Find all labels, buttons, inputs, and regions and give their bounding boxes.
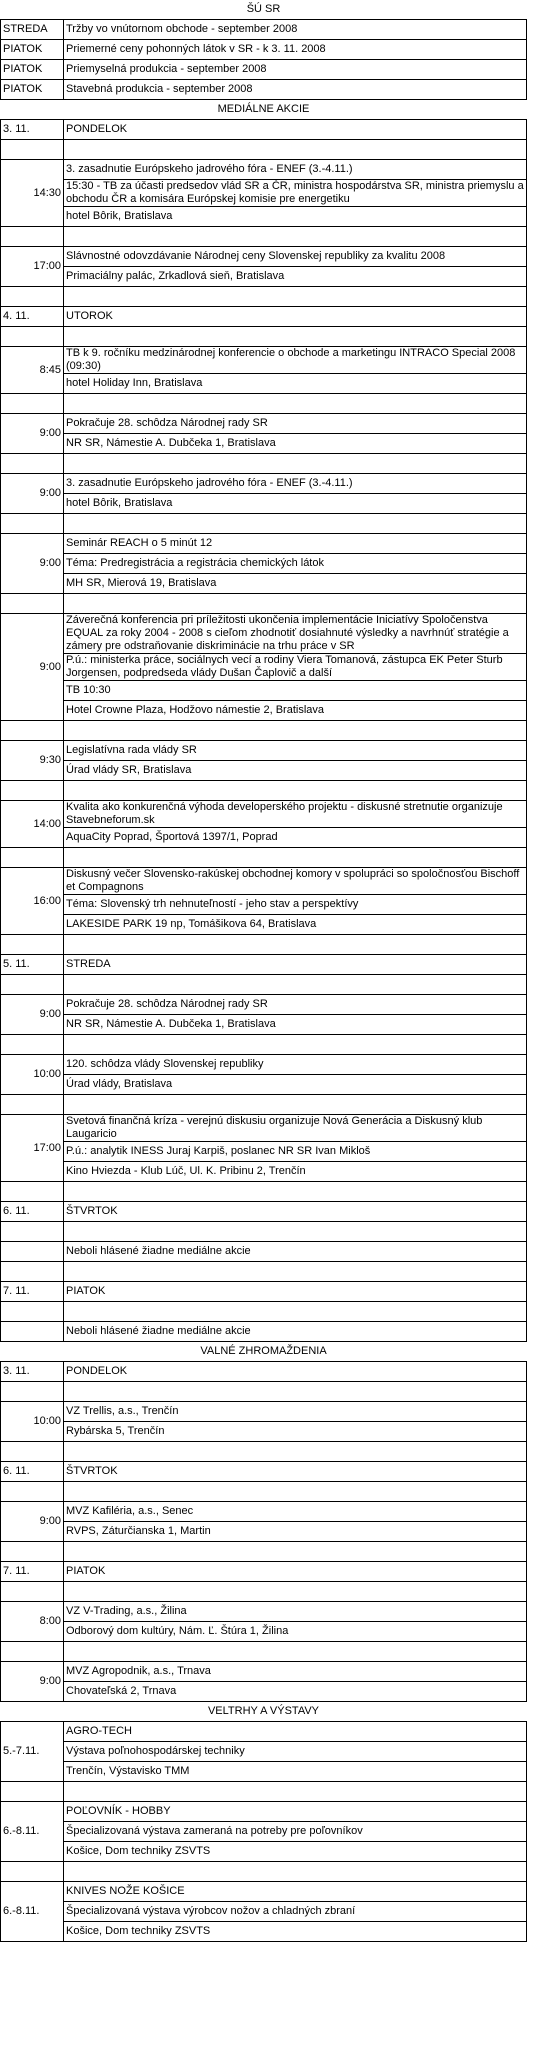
stat-row (1, 60, 527, 80)
spacer-cell (1, 1442, 64, 1462)
spacer-row (1, 287, 527, 307)
day-label: UTOROK (64, 307, 527, 327)
spacer-cell (1, 781, 64, 801)
event-text: P.ú.: analytik INESS Juraj Karpiš, poslanec NR SR Ivan Mikloš (64, 1142, 527, 1162)
spacer-cell (64, 1302, 527, 1322)
stat-day: PIATOK (1, 40, 64, 60)
event-row (1, 494, 527, 514)
day-label: KNIVES NOŽE KOŠICE (64, 1882, 527, 1902)
event-text: P.ú.: ministerka práce, sociálnych vecí a rodiny Viera Tomanová, zástupca EK Peter Sturb Jorgensen, podpredseda vlády Dušan Čaplovič a další (64, 654, 527, 681)
detail-text: Trenčín, Výstavisko TMM (64, 1762, 527, 1782)
day-row (1, 1362, 527, 1382)
event-time: 17:00 (1, 247, 64, 287)
spacer-cell (64, 975, 527, 995)
stat-text: Priemyselná produkcia - september 2008 (64, 60, 527, 80)
event-text: Záverečná konferencia pri príležitosti ukončenia implementácie Iniciatívy Spoločenstva EQUAL za roky 2004 - 2008 s cieľom zhodnotiť dosiahnuté výsledky a navrhnúť stratégie a zámery pre odstraňovanie diskriminácie na trhu práce v SR (64, 614, 527, 654)
event-text: MVZ Agropodnik, a.s., Trnava (64, 1662, 527, 1682)
event-time: 10:00 (1, 1402, 64, 1442)
event-row (1, 1055, 527, 1075)
event-row (1, 554, 527, 574)
spacer-row (1, 1542, 527, 1562)
day-date: 6.-8.11. (1, 1882, 64, 1942)
event-text: hotel Bôrik, Bratislava (64, 207, 527, 227)
event-time: 9:00 (1, 995, 64, 1035)
section-heading: VALNÉ ZHROMAŽDENIA (1, 1342, 527, 1362)
spacer-cell (64, 1582, 527, 1602)
event-text: Rybárska 5, Trenčín (64, 1422, 527, 1442)
event-time: 8:00 (1, 1602, 64, 1642)
spacer-cell (64, 1862, 527, 1882)
spacer-cell (1, 454, 64, 474)
event-row (1, 434, 527, 454)
event-text: Neboli hlásené žiadne mediálne akcie (64, 1322, 527, 1342)
event-row (1, 761, 527, 781)
day-row (1, 307, 527, 327)
event-time (1, 1322, 64, 1342)
spacer-row (1, 1382, 527, 1402)
event-time: 16:00 (1, 868, 64, 935)
event-text: Diskusný večer Slovensko-rakúskej obchodnej komory v spolupráci so spoločnosťou Bischoff et Compagnons (64, 868, 527, 895)
spacer-row (1, 394, 527, 414)
day-row (1, 1882, 527, 1902)
detail-row (1, 1902, 527, 1922)
event-time: 17:00 (1, 1115, 64, 1182)
spacer-cell (1, 975, 64, 995)
day-label: ŠTVRTOK (64, 1202, 527, 1222)
day-date: 5.-7.11. (1, 1722, 64, 1782)
spacer-cell (64, 1035, 527, 1055)
day-row (1, 1722, 527, 1742)
event-row (1, 1502, 527, 1522)
spacer-cell (1, 848, 64, 868)
spacer-row (1, 1482, 527, 1502)
spacer-cell (1, 1302, 64, 1322)
spacer-cell (64, 721, 527, 741)
stat-row (1, 80, 527, 100)
event-row (1, 915, 527, 935)
spacer-cell (64, 1642, 527, 1662)
spacer-cell (64, 1095, 527, 1115)
spacer-cell (64, 140, 527, 160)
day-date: 3. 11. (1, 120, 64, 140)
event-text: NR SR, Námestie A. Dubčeka 1, Bratislava (64, 434, 527, 454)
event-row (1, 1602, 527, 1622)
event-row (1, 1015, 527, 1035)
event-row (1, 681, 527, 701)
section-heading: VELTRHY A VÝSTAVY (1, 1702, 527, 1722)
event-text: TB k 9. ročníku medzinárodnej konferencie o obchode a marketingu INTRACO Special 2008 (09:30) (64, 347, 527, 374)
day-label: ŠTVRTOK (64, 1462, 527, 1482)
section-heading: MEDIÁLNE AKCIE (1, 100, 527, 120)
spacer-cell (64, 1222, 527, 1242)
spacer-row (1, 594, 527, 614)
event-text: VZ V-Trading, a.s., Žilina (64, 1602, 527, 1622)
spacer-cell (1, 1862, 64, 1882)
spacer-cell (1, 935, 64, 955)
event-text: Kvalita ako konkurenčná výhoda developerského projektu - diskusné stretnutie organizuje Stavebneforum.sk (64, 801, 527, 828)
event-row (1, 347, 527, 374)
spacer-cell (64, 1782, 527, 1802)
event-row (1, 654, 527, 681)
stat-text: Tržby vo vnútornom obchode - september 2008 (64, 20, 527, 40)
event-text: RVPS, Záturčianska 1, Martin (64, 1522, 527, 1542)
detail-text: Výstava poľnohospodárskej techniky (64, 1742, 527, 1762)
day-date: 5. 11. (1, 955, 64, 975)
day-row (1, 1282, 527, 1302)
day-row (1, 955, 527, 975)
detail-text: Špecializovaná výstava zameraná na potreby pre poľovníkov (64, 1822, 527, 1842)
event-row (1, 247, 527, 267)
day-label: AGRO-TECH (64, 1722, 527, 1742)
event-time: 9:00 (1, 614, 64, 721)
spacer-cell (64, 935, 527, 955)
event-text: VZ Trellis, a.s., Trenčín (64, 1402, 527, 1422)
event-row (1, 1142, 527, 1162)
event-text: MVZ Kafiléria, a.s., Senec (64, 1502, 527, 1522)
spacer-row (1, 327, 527, 347)
stat-day: PIATOK (1, 60, 64, 80)
event-row (1, 374, 527, 394)
event-row (1, 1322, 527, 1342)
event-time: 9:30 (1, 741, 64, 781)
event-text: Kino Hviezda - Klub Lúč, Ul. K. Pribinu 2, Trenčín (64, 1162, 527, 1182)
spacer-row (1, 975, 527, 995)
spacer-cell (64, 514, 527, 534)
event-time (1, 1242, 64, 1262)
spacer-cell (64, 287, 527, 307)
spacer-cell (1, 1182, 64, 1202)
event-text: 15:30 - TB za účasti predsedov vlád SR a ČR, ministra hospodárstva SR, ministra priemyslu a obchodu ČR a komisára Európskej komisie pre energetiku (64, 180, 527, 207)
stat-day: STREDA (1, 20, 64, 40)
event-text: hotel Bôrik, Bratislava (64, 494, 527, 514)
detail-row (1, 1922, 527, 1942)
stat-text: Stavebná produkcia - september 2008 (64, 80, 527, 100)
spacer-cell (1, 327, 64, 347)
event-text: Téma: Slovenský trh nehnuteľností - jeho stav a perspektívy (64, 895, 527, 915)
spacer-row (1, 1782, 527, 1802)
event-time: 14:00 (1, 801, 64, 848)
event-row (1, 1522, 527, 1542)
event-text: Slávnostné odovzdávanie Národnej ceny Slovenskej republiky za kvalitu 2008 (64, 247, 527, 267)
event-time: 9:00 (1, 1662, 64, 1702)
spacer-cell (1, 1642, 64, 1662)
spacer-row (1, 1862, 527, 1882)
spacer-row (1, 1642, 527, 1662)
spacer-row (1, 781, 527, 801)
event-text: Seminár REACH o 5 minút 12 (64, 534, 527, 554)
event-row (1, 1682, 527, 1702)
day-label: PONDELOK (64, 120, 527, 140)
section-row (1, 100, 527, 120)
event-text: MH SR, Mierová 19, Bratislava (64, 574, 527, 594)
stat-text: Priemerné ceny pohonných látok v SR - k 3. 11. 2008 (64, 40, 527, 60)
event-row (1, 267, 527, 287)
event-row (1, 414, 527, 434)
detail-row (1, 1762, 527, 1782)
event-row (1, 1162, 527, 1182)
spacer-cell (64, 1182, 527, 1202)
event-text: Pokračuje 28. schôdza Národnej rady SR (64, 995, 527, 1015)
day-row (1, 1802, 527, 1822)
event-row (1, 1422, 527, 1442)
event-row (1, 180, 527, 207)
day-label: PONDELOK (64, 1362, 527, 1382)
spacer-row (1, 454, 527, 474)
spacer-cell (64, 227, 527, 247)
day-row (1, 1202, 527, 1222)
event-row (1, 828, 527, 848)
event-text: Svetová finančná kríza - verejnú diskusiu organizuje Nová Generácia a Diskusný klub Laugaricio (64, 1115, 527, 1142)
event-text: Primaciálny palác, Zrkadlová sieň, Bratislava (64, 267, 527, 287)
event-text: Hotel Crowne Plaza, Hodžovo námestie 2, Bratislava (64, 701, 527, 721)
event-row (1, 1115, 527, 1142)
spacer-cell (1, 1482, 64, 1502)
stat-day: PIATOK (1, 80, 64, 100)
title-row (1, 0, 527, 20)
spacer-row (1, 935, 527, 955)
day-date: 6. 11. (1, 1462, 64, 1482)
spacer-cell (64, 1442, 527, 1462)
event-text: 3. zasadnutie Európskeho jadrového fóra - ENEF (3.-4.11.) (64, 474, 527, 494)
spacer-cell (1, 140, 64, 160)
spacer-cell (64, 1542, 527, 1562)
spacer-row (1, 1222, 527, 1242)
event-row (1, 207, 527, 227)
event-row (1, 1662, 527, 1682)
day-date: 7. 11. (1, 1282, 64, 1302)
spacer-cell (1, 1095, 64, 1115)
event-text: Neboli hlásené žiadne mediálne akcie (64, 1242, 527, 1262)
spacer-cell (1, 287, 64, 307)
event-time: 9:00 (1, 1502, 64, 1542)
event-time: 14:30 (1, 160, 64, 227)
event-row (1, 474, 527, 494)
spacer-cell (64, 394, 527, 414)
spacer-row (1, 140, 527, 160)
spacer-cell (64, 594, 527, 614)
spacer-cell (1, 394, 64, 414)
detail-row (1, 1822, 527, 1842)
event-text: hotel Holiday Inn, Bratislava (64, 374, 527, 394)
day-label: POĽOVNÍK - HOBBY (64, 1802, 527, 1822)
spacer-cell (64, 327, 527, 347)
spacer-cell (1, 721, 64, 741)
section-row (1, 1702, 527, 1722)
spacer-cell (1, 1582, 64, 1602)
event-text: Úrad vlády, Bratislava (64, 1075, 527, 1095)
event-row (1, 614, 527, 654)
event-row (1, 1622, 527, 1642)
event-row (1, 1402, 527, 1422)
event-text: Chovateľská 2, Trnava (64, 1682, 527, 1702)
spacer-row (1, 1095, 527, 1115)
day-date: 3. 11. (1, 1362, 64, 1382)
event-row (1, 895, 527, 915)
day-date: 7. 11. (1, 1562, 64, 1582)
event-text: TB 10:30 (64, 681, 527, 701)
spacer-row (1, 721, 527, 741)
event-row (1, 160, 527, 180)
page-title: ŠÚ SR (1, 0, 527, 20)
spacer-cell (1, 514, 64, 534)
spacer-row (1, 1582, 527, 1602)
detail-text: Košice, Dom techniky ZSVTS (64, 1922, 527, 1942)
event-text: Odborový dom kultúry, Nám. Ľ. Štúra 1, Žilina (64, 1622, 527, 1642)
spacer-cell (64, 781, 527, 801)
day-date: 6. 11. (1, 1202, 64, 1222)
event-time: 9:00 (1, 534, 64, 594)
event-time: 8:45 (1, 347, 64, 394)
day-date: 6.-8.11. (1, 1802, 64, 1862)
event-text: AquaCity Poprad, Športová 1397/1, Poprad (64, 828, 527, 848)
event-row (1, 1075, 527, 1095)
event-text: 3. zasadnutie Európskeho jadrového fóra - ENEF (3.-4.11.) (64, 160, 527, 180)
spacer-row (1, 848, 527, 868)
day-label: STREDA (64, 955, 527, 975)
event-row (1, 701, 527, 721)
spacer-row (1, 1035, 527, 1055)
event-text: Pokračuje 28. schôdza Národnej rady SR (64, 414, 527, 434)
event-time: 9:00 (1, 414, 64, 454)
event-row (1, 868, 527, 895)
spacer-row (1, 227, 527, 247)
spacer-cell (64, 454, 527, 474)
day-row (1, 1562, 527, 1582)
spacer-cell (1, 227, 64, 247)
stat-row (1, 20, 527, 40)
event-text: Legislatívna rada vlády SR (64, 741, 527, 761)
event-row (1, 995, 527, 1015)
spacer-cell (64, 848, 527, 868)
spacer-cell (64, 1382, 527, 1402)
detail-text: Košice, Dom techniky ZSVTS (64, 1842, 527, 1862)
spacer-cell (64, 1482, 527, 1502)
spacer-row (1, 1442, 527, 1462)
stat-row (1, 40, 527, 60)
event-time: 9:00 (1, 474, 64, 514)
event-text: NR SR, Námestie A. Dubčeka 1, Bratislava (64, 1015, 527, 1035)
event-text: 120. schôdza vlády Slovenskej republiky (64, 1055, 527, 1075)
event-row (1, 574, 527, 594)
day-row (1, 1462, 527, 1482)
spacer-cell (1, 1035, 64, 1055)
spacer-row (1, 1182, 527, 1202)
day-date: 4. 11. (1, 307, 64, 327)
event-time: 10:00 (1, 1055, 64, 1095)
event-row (1, 801, 527, 828)
day-label: PIATOK (64, 1562, 527, 1582)
event-text: Téma: Predregistrácia a registrácia chemických látok (64, 554, 527, 574)
detail-row (1, 1842, 527, 1862)
spacer-cell (1, 1782, 64, 1802)
event-row (1, 741, 527, 761)
spacer-cell (1, 1262, 64, 1282)
spacer-cell (1, 594, 64, 614)
spacer-cell (1, 1542, 64, 1562)
spacer-row (1, 1302, 527, 1322)
detail-text: Špecializovaná výstava výrobcov nožov a chladných zbraní (64, 1902, 527, 1922)
event-text: Úrad vlády SR, Bratislava (64, 761, 527, 781)
detail-row (1, 1742, 527, 1762)
event-row (1, 1242, 527, 1262)
spacer-row (1, 514, 527, 534)
spacer-cell (64, 1262, 527, 1282)
event-text: LAKESIDE PARK 19 np, Tomášikova 64, Bratislava (64, 915, 527, 935)
event-row (1, 534, 527, 554)
day-row (1, 120, 527, 140)
spacer-row (1, 1262, 527, 1282)
section-row (1, 1342, 527, 1362)
spacer-cell (1, 1382, 64, 1402)
spacer-cell (1, 1222, 64, 1242)
day-label: PIATOK (64, 1282, 527, 1302)
